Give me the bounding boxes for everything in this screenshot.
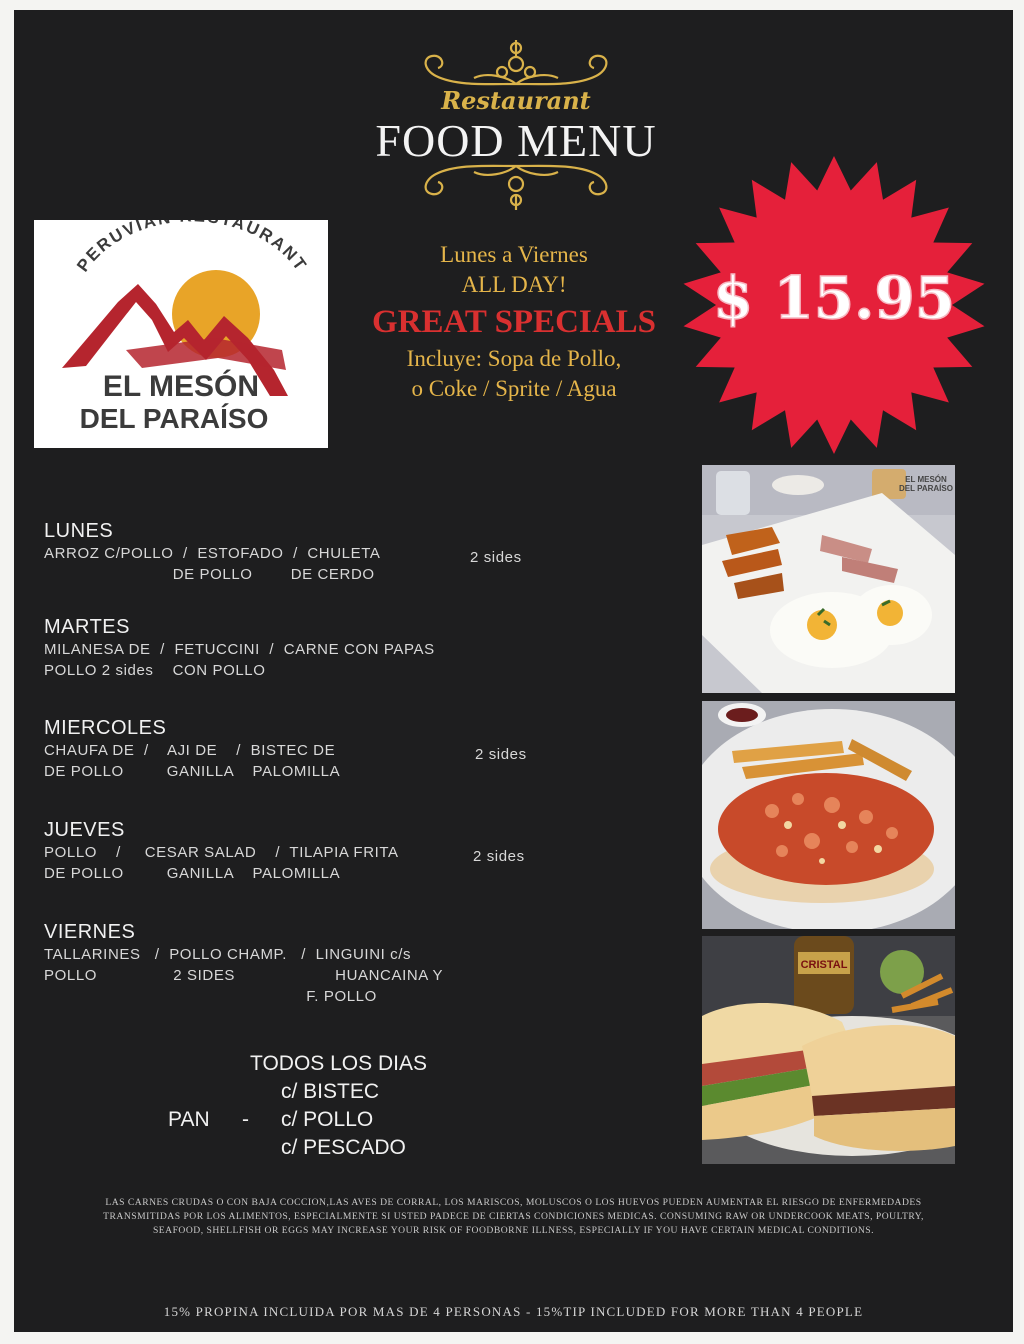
sandwich-icon (702, 936, 955, 1164)
logo-name-line2: DEL PARAÍSO (79, 403, 269, 434)
photo-watermark-line1: EL MESÓN (905, 475, 947, 484)
pan-dash: - (242, 1108, 249, 1131)
sides-label: 2 sides (473, 848, 525, 865)
dish-line: MILANESA DE / FETUCCINI / CARNE CON PAPAS (44, 641, 435, 658)
dish-line: TALLARINES / POLLO CHAMP. / LINGUINI c/s (44, 946, 412, 963)
specials-includes: Incluye: Sopa de Pollo, (406, 346, 622, 371)
dish-line: DE POLLO GANILLA PALOMILLA (44, 763, 341, 780)
sides-label: 2 sides (470, 549, 522, 566)
logo-name-line1: EL MESÓN (102, 370, 260, 403)
day-martes (44, 616, 435, 681)
dish-line: CHAUFA DE / AJI DE / BISTEC DE (44, 742, 336, 759)
price-badge (674, 150, 994, 460)
day-lunes (44, 520, 380, 585)
specials-drinks: o Coke / Sprite / Agua (411, 376, 617, 401)
day-title: MARTES (44, 616, 130, 638)
dish-line: DE POLLO GANILLA PALOMILLA (44, 865, 341, 882)
logo-arc-text: PERUVIA AURANT (73, 220, 311, 276)
specials-headline: GREAT SPECIALS (372, 304, 656, 340)
day-miercoles (44, 717, 340, 782)
specials-block (344, 240, 684, 404)
sides-label: 2 sides (475, 746, 527, 763)
todos-title: TODOS LOS DIAS (250, 1052, 427, 1075)
dish-line: POLLO / CESAR SALAD / TILAPIA FRITA (44, 844, 399, 861)
photo-breakfast (702, 465, 955, 693)
disclaimer-line: LAS CARNES CRUDAS O CON BAJA COCCION,LAS AVES DE CORRAL, LOS MARISCOS, MOLUSCOS O LOS HUEVOS PUEDEN AUMENTAR EL RIESGO DE ENFERMEDADES (105, 1197, 922, 1208)
ornament-bottom-icon (416, 158, 616, 214)
pan-option: c/ POLLO (281, 1108, 374, 1131)
day-title: LUNES (44, 520, 114, 542)
dish-line: POLLO 2 sides CON POLLO (44, 662, 266, 679)
disclaimer-line: TRANSMITIDAS POR LOS ALIMENTOS, ESPECIALMENTE SI USTED PADECE DE CIERTAS CONDICIONES MEDICAS. CONSUMING RAW OR UNDERCOOK MEATS, POULTRY, (103, 1211, 924, 1222)
day-title: MIERCOLES (44, 717, 167, 739)
disclaimer-line: SEAFOOD, SHELLFISH OR EGGS MAY INCREASE YOUR RISK OF FOODBORNE ILLNESS, ESPECIALLY IF YOU HAVE CERTAIN MEDICAL CONDITIONS. (152, 1225, 875, 1236)
price-text: $ 15.95 (712, 264, 956, 332)
specials-all-day: ALL DAY! (461, 272, 567, 297)
photo-watermark-line2: DEL PARAÍSO (899, 484, 953, 493)
day-title: VIERNES (44, 921, 136, 943)
svg-text:PERUVIAN RESTAURANT (73, 220, 311, 275)
restaurant-logo (34, 220, 328, 448)
logo-artwork-icon (34, 220, 328, 448)
day-jueves (44, 819, 399, 884)
specials-days: Lunes a Viernes (440, 242, 588, 267)
menu-page (14, 10, 1013, 1332)
pan-label: PAN (168, 1108, 210, 1131)
dish-line: DE POLLO DE CERDO (44, 566, 375, 583)
restaurant-label: Restaurant (441, 86, 591, 115)
breakfast-plate-icon (702, 465, 955, 693)
pan-option: c/ PESCADO (281, 1136, 406, 1159)
dish-line: POLLO 2 SIDES HUANCAINA Y (44, 967, 444, 984)
ornament-top-icon (416, 36, 616, 92)
pan-option: c/ BISTEC (281, 1080, 380, 1103)
dish-line: F. POLLO (44, 988, 377, 1005)
dish-line: ARROZ C/POLLO / ESTOFADO / CHULETA (44, 545, 381, 562)
bottle-label: CRISTAL (800, 959, 848, 971)
page-title: FOOD MENU (375, 115, 657, 166)
health-disclaimer (24, 1196, 1003, 1238)
tip-footer: 15% PROPINA INCLUIDA POR MAS DE 4 PERSONAS - 15%TIP INCLUDED FOR MORE THAN 4 PEOPLE (163, 1304, 864, 1319)
photo-chicken-dish (702, 701, 955, 929)
photo-sandwich (702, 936, 955, 1164)
day-viernes (44, 921, 443, 1007)
chicken-plate-icon (702, 701, 955, 929)
day-title: JUEVES (44, 819, 125, 841)
